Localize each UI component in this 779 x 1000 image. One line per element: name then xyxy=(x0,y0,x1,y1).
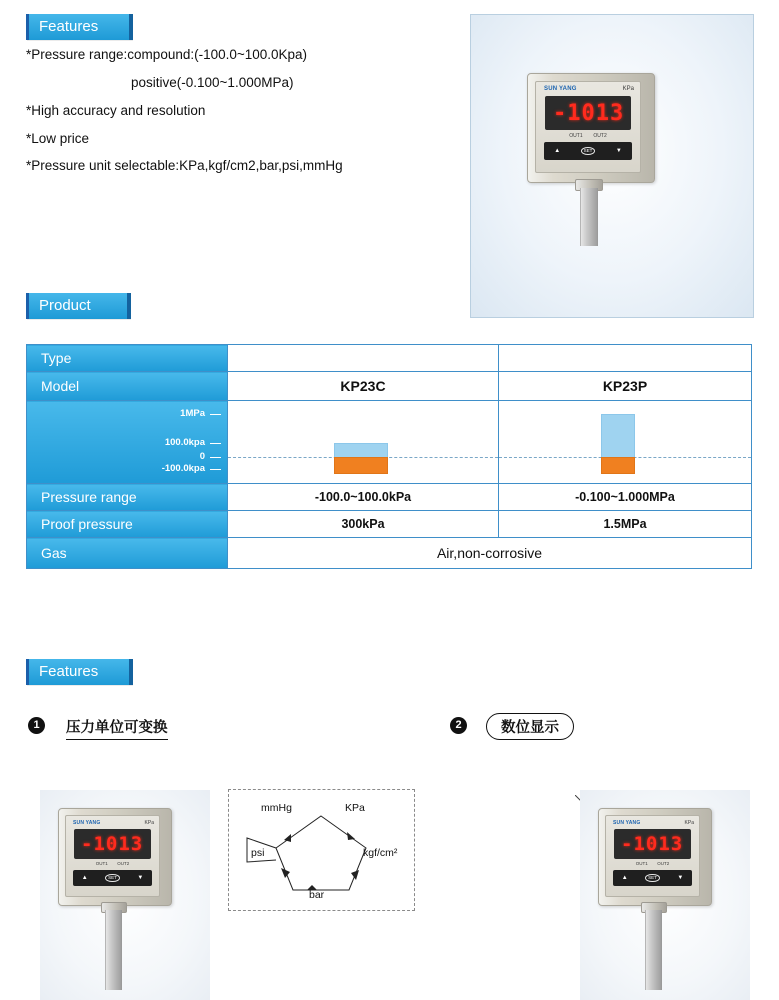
pressure-sensor-illustration-left xyxy=(58,808,198,993)
device-up-button-left[interactable]: ▲ xyxy=(81,875,88,881)
device-display-value-left: -1013 xyxy=(81,833,144,855)
feature-number-badge-2: 2 xyxy=(450,717,467,734)
feature-number-badge-1: 1 xyxy=(28,717,45,734)
feature-line-2: positive(-0.100~1.000MPa) xyxy=(131,74,294,90)
table-header-type: Type xyxy=(27,345,228,372)
device-out1-label-left: OUT1 xyxy=(95,861,108,866)
product-photo-main xyxy=(470,14,754,318)
table-row-graph xyxy=(27,401,752,484)
axis-label-neg100kpa: -100.0kpa xyxy=(161,463,205,474)
product-photo-bottom-left xyxy=(40,790,210,1000)
table-header-gas: Gas xyxy=(27,538,228,569)
feature-label-digital-display: 数位显示 xyxy=(486,713,574,740)
table-cell-model-c: KP23C xyxy=(228,372,499,401)
table-cell-range-c: -100.0~100.0kPa xyxy=(228,484,499,511)
device-output-labels-right xyxy=(606,861,699,866)
table-row-pressure-range xyxy=(27,484,752,511)
feature-line-4: *Low price xyxy=(26,130,90,146)
section-header-product: Product xyxy=(26,293,130,319)
feature-label-unit-switchable: 压力单位可变换 xyxy=(66,716,168,740)
table-cell-gas-value: Air,non-corrosive xyxy=(228,538,752,569)
unit-label-psi: psi xyxy=(251,847,265,859)
device-out1-label-right: OUT1 xyxy=(635,861,648,866)
device-out2-label-right: OUT2 xyxy=(657,861,670,866)
feature-line-1: *Pressure range:compound:(-100.0~100.0Kpa) xyxy=(26,47,308,62)
unit-label-kgfcm2: kgf/cm² xyxy=(363,847,398,859)
device-down-button-left[interactable]: ▼ xyxy=(137,875,144,881)
table-row-type xyxy=(27,345,752,372)
device-brand-label-left: SUN YANG xyxy=(73,820,101,826)
graph-cell-kp23p xyxy=(499,401,752,484)
device-set-button-right[interactable]: SET xyxy=(645,874,660,883)
device-brand-label: SUN YANG xyxy=(544,86,577,92)
table-cell-type-c xyxy=(228,345,499,372)
axis-tick-zero xyxy=(210,457,221,458)
device-brand-label-right: SUN YANG xyxy=(613,820,641,826)
product-specs-table xyxy=(26,344,752,569)
graph-cell-kp23c xyxy=(228,401,499,484)
axis-tick-100kpa xyxy=(210,443,221,444)
axis-tick-1mpa xyxy=(210,414,221,415)
table-header-model: Model xyxy=(27,372,228,401)
device-display-screen xyxy=(545,96,631,130)
pressure-sensor-illustration-main xyxy=(527,73,679,243)
graph-bar-negative-p xyxy=(601,457,635,474)
unit-cycle-diagram xyxy=(228,789,415,911)
graph-bar-positive-p xyxy=(601,414,635,460)
table-row-proof-pressure xyxy=(27,511,752,538)
device-up-button[interactable]: ▲ xyxy=(554,148,561,154)
device-face xyxy=(535,81,641,173)
device-set-button[interactable]: SET xyxy=(581,147,596,156)
features-list xyxy=(26,48,456,187)
table-cell-proof-c: 300kPa xyxy=(228,511,499,538)
device-out2-label-left: OUT2 xyxy=(117,861,130,866)
feature-line-3: *High accuracy and resolution xyxy=(26,102,206,118)
device-face-left xyxy=(65,815,160,897)
unit-label-mmhg: mmHg xyxy=(261,802,292,814)
device-output-labels xyxy=(536,133,640,139)
device-display-screen-right xyxy=(614,829,691,859)
device-down-button[interactable]: ▼ xyxy=(615,148,622,154)
section-header-features-top: Features xyxy=(26,14,132,40)
device-display-value-right: -1013 xyxy=(621,833,684,855)
axis-label-zero: 0 xyxy=(199,451,205,462)
table-cell-type-p xyxy=(499,345,752,372)
device-face-right xyxy=(605,815,700,897)
device-up-button-right[interactable]: ▲ xyxy=(621,875,628,881)
device-unit-label-left: KPa xyxy=(144,820,154,826)
device-cable xyxy=(580,188,598,246)
axis-label-100kpa: 100.0kpa xyxy=(164,437,205,448)
unit-label-kpa: KPa xyxy=(345,802,365,814)
device-cable-left xyxy=(105,910,122,990)
axis-label-1mpa: 1MPa xyxy=(180,408,205,419)
table-header-proof-pressure: Proof pressure xyxy=(27,511,228,538)
device-down-button-right[interactable]: ▼ xyxy=(677,875,684,881)
axis-tick-neg100kpa xyxy=(210,469,221,470)
table-cell-proof-p: 1.5MPa xyxy=(499,511,752,538)
device-out1-label: OUT1 xyxy=(569,133,583,139)
device-out2-label: OUT2 xyxy=(593,133,607,139)
unit-label-bar: bar xyxy=(309,889,325,901)
graph-axis xyxy=(27,401,228,484)
device-display-screen-left xyxy=(74,829,151,859)
table-cell-model-p: KP23P xyxy=(499,372,752,401)
feature-line-5: *Pressure unit selectable:KPa,kgf/cm2,bar,psi,mmHg xyxy=(26,158,343,174)
device-display-value: -1013 xyxy=(553,101,625,126)
table-header-pressure-range: Pressure range xyxy=(27,484,228,511)
section-header-features-bottom: Features xyxy=(26,659,132,685)
device-button-bar-right[interactable] xyxy=(613,870,692,886)
device-cable-right xyxy=(645,910,662,990)
device-unit-label: KPa xyxy=(622,86,634,92)
product-photo-bottom-right xyxy=(580,790,750,1000)
device-button-bar-left[interactable] xyxy=(73,870,152,886)
table-row-gas xyxy=(27,538,752,569)
graph-bar-negative-c xyxy=(334,457,388,474)
table-row-model xyxy=(27,372,752,401)
device-set-button-left[interactable]: SET xyxy=(105,874,120,883)
device-output-labels-left xyxy=(66,861,159,866)
pressure-sensor-illustration-right xyxy=(598,808,738,993)
device-unit-label-right: KPa xyxy=(684,820,694,826)
table-cell-range-p: -0.100~1.000MPa xyxy=(499,484,752,511)
device-button-bar[interactable] xyxy=(544,142,632,160)
